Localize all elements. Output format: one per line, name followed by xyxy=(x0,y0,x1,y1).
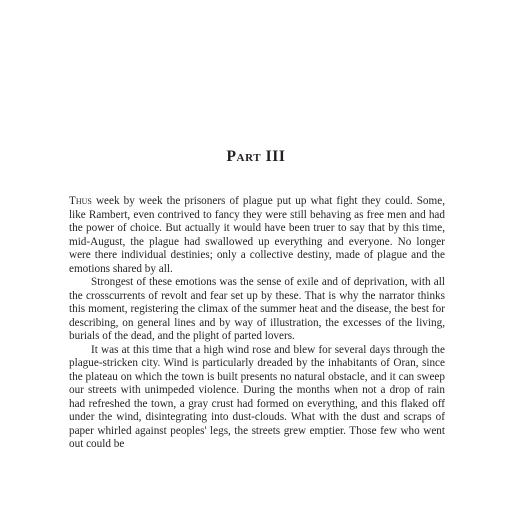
part-title: Part III xyxy=(226,148,286,165)
paragraph-1-text: week by week the prisoners of plague put up what fight they could. Some, like Rambert, even contrived to fancy they were still behaving as free men and had the power of choice. But actually it would have been truer to say that by this time, mid-August, the plague had swallowed up everything and everyone. No longer were there individual destinies; only a collective destiny, made of plague and the emotions shared by all. xyxy=(69,195,445,275)
body-text xyxy=(69,195,445,452)
paragraph-1 xyxy=(69,195,445,276)
lead-word: Thus xyxy=(69,195,92,207)
paragraph-2: Strongest of these emotions was the sense of exile and of deprivation, with all the crosscurrents of revolt and fear set up by these. That is why the narrator thinks this moment, registering the climax of the summer heat and the disease, the best for describing, on general lines and by way of illustration, the excesses of the living, burials of the dead, and the plight of parted lovers. xyxy=(69,276,445,342)
paragraph-3: It was at this time that a high wind rose and blew for several days through the plague-stricken city. Wind is particularly dreaded by the inhabitants of Oran, since the plateau on which the town is built presents no natural obstacle, and it can sweep our streets with unimpeded violence. During the months when not a drop of rain had refreshed the town, a gray crust had formed on everything, and this flaked off under the wind, disintegrating into dust-clouds. What with the dust and scraps of paper whirled against peoples' legs, the streets grew emptier. Those few who went out could be xyxy=(69,343,445,450)
